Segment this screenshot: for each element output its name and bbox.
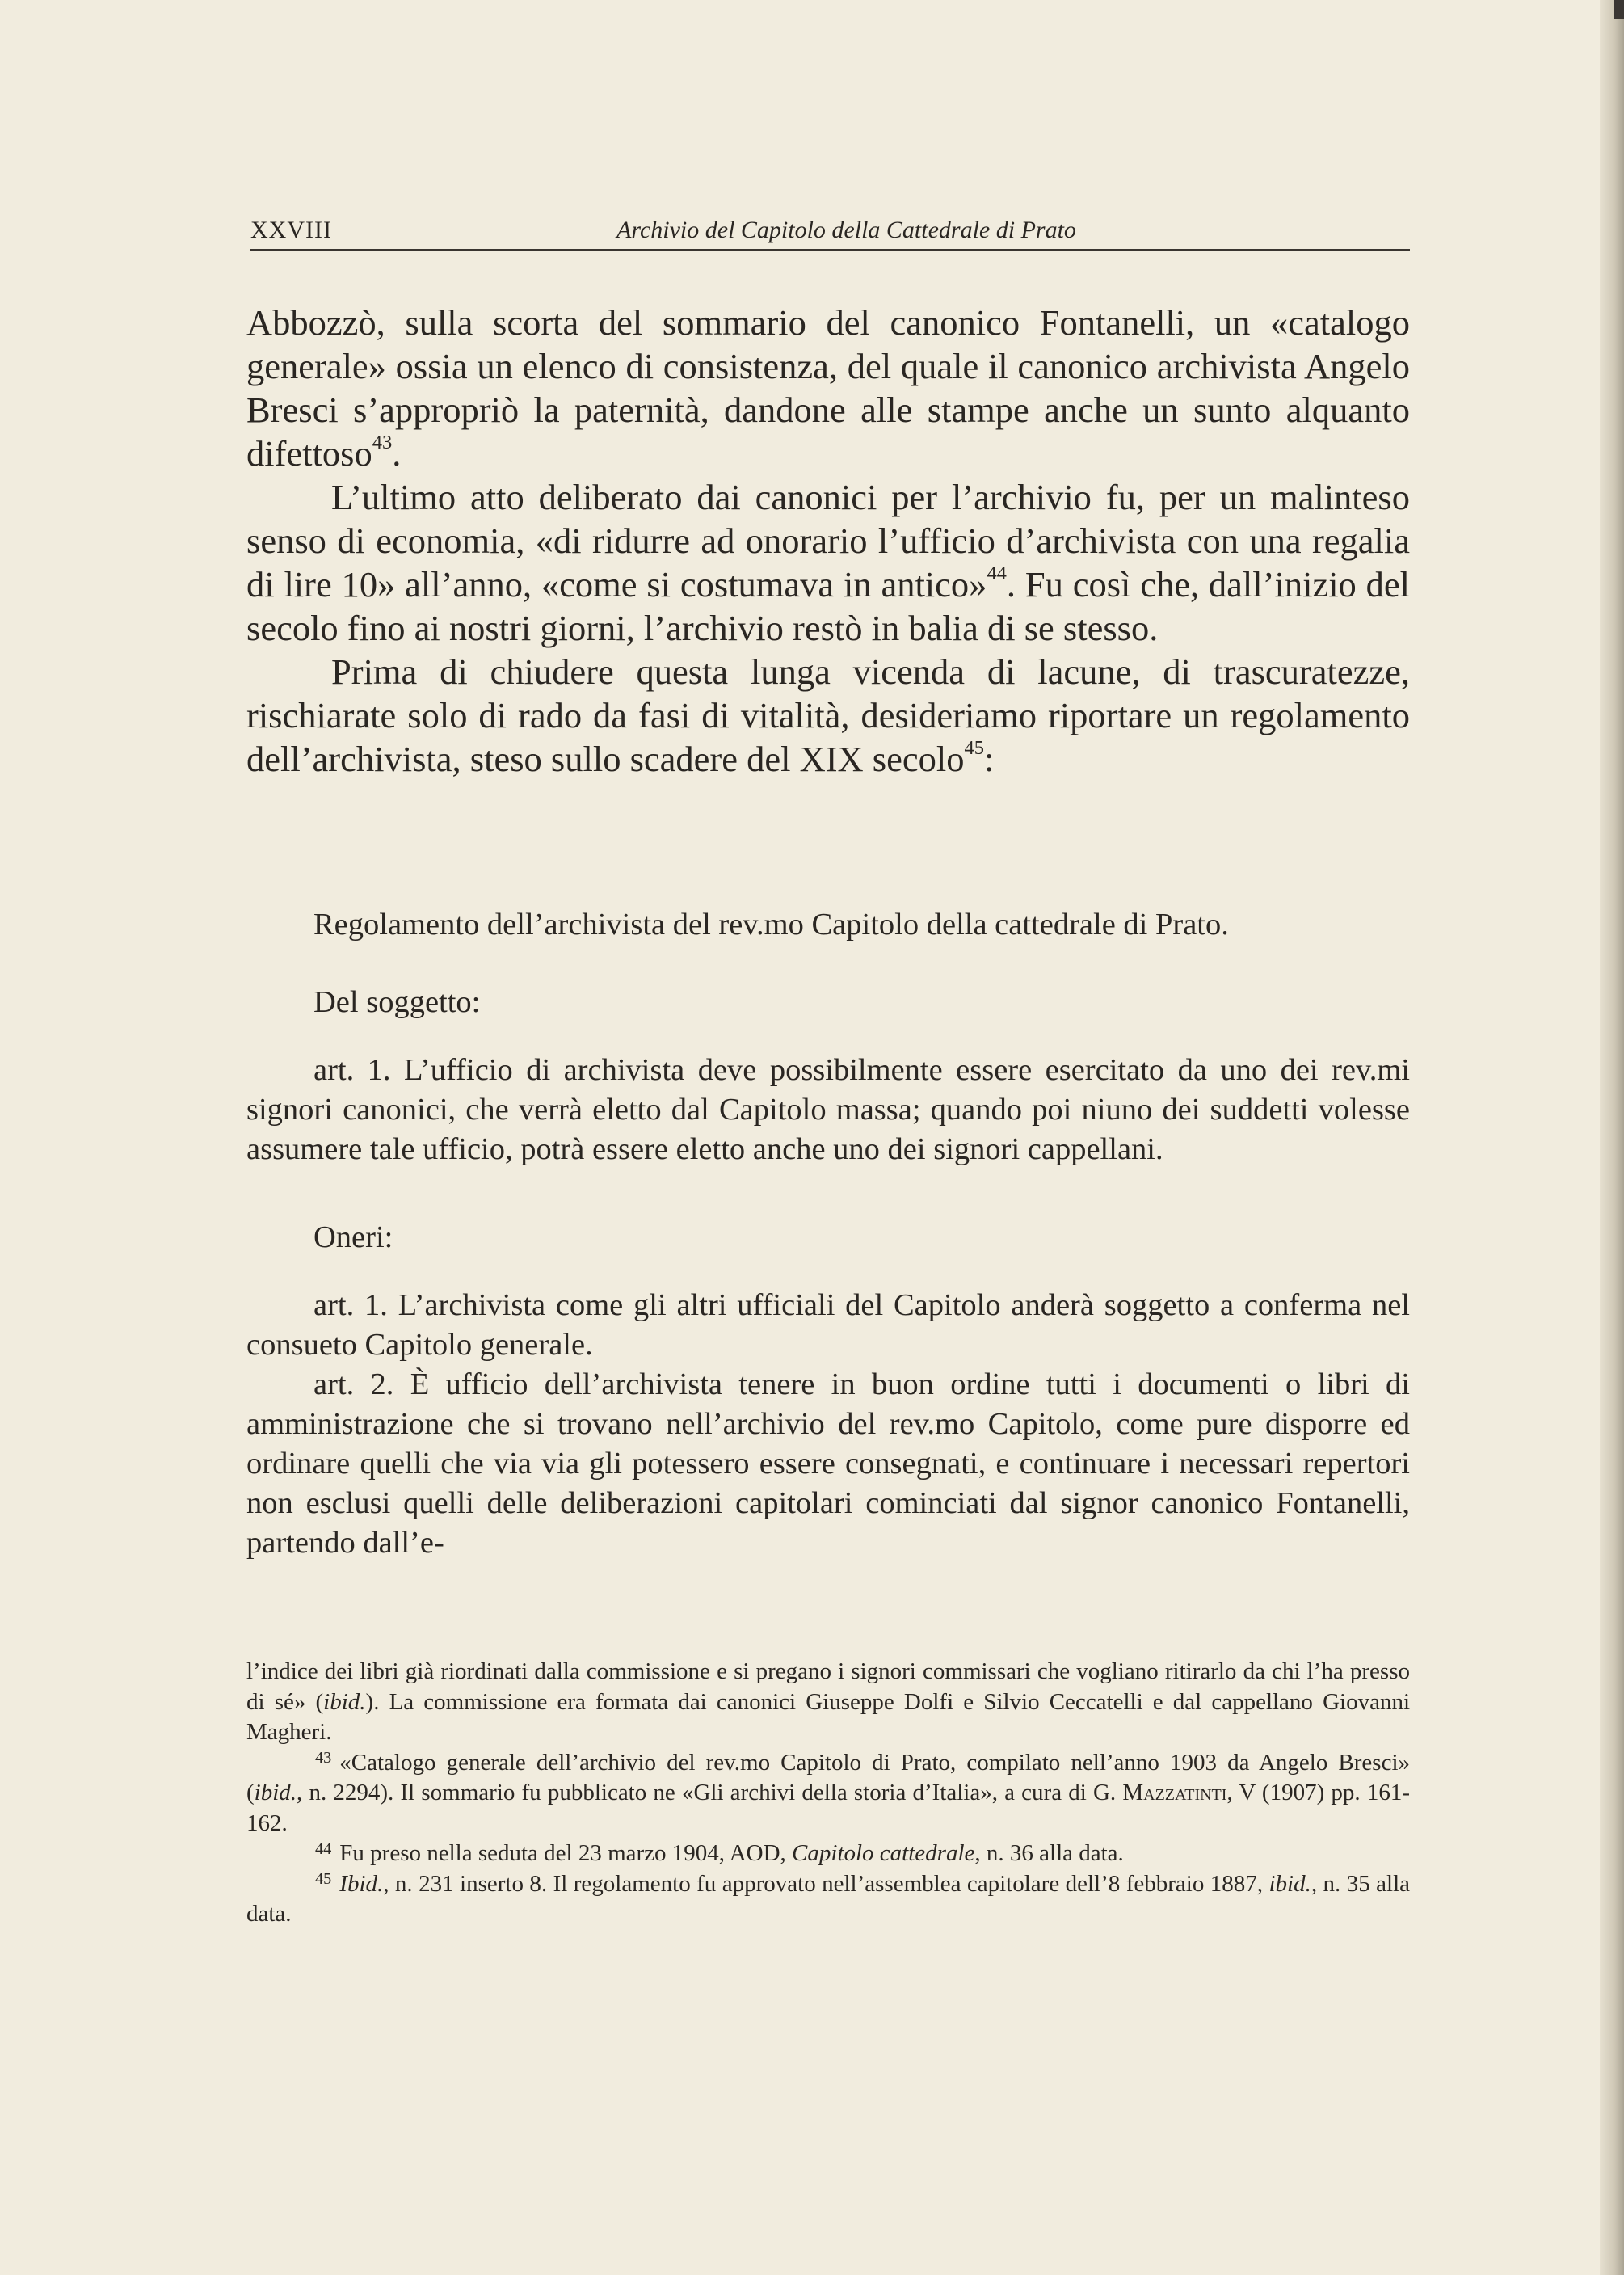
page-edge <box>1600 0 1624 2275</box>
running-header <box>250 209 1410 251</box>
article-oneri-2: art. 2. È ufficio dell’archivista tenere in buon ordine tutti i documenti o libri di amministrazione che si trovano nell’archivio del rev.mo Capitolo, come pure disporre ed ordinare quelli che via via gli potessero essere consegnati, e continuare i necessari repertori non esclusi quelli delle deliberazioni capitolari cominciati dal signor canonico Fontanelli, partendo dall’e- <box>246 1367 1410 1560</box>
article-oneri-1: art. 1. L’archivista come gli altri ufficiali del Capitolo anderà soggetto a conferma nel consueto Capitolo generale. <box>246 1288 1410 1362</box>
page-edge-corner <box>1614 0 1624 19</box>
paragraph-1: Abbozzò, sulla scorta del sommario del canonico Fontanelli, un «catalogo generale» ossia un elenco di consistenza, del quale il canonico archivista Angelo Bresci s’appropriò la paternità, dandone alle stampe anche un sunto alquanto difettoso$^{43}$. <box>246 302 1410 474</box>
article-soggetto-1: art. 1. L’ufficio di archivista deve possibilmente essere esercitato da uno dei rev.mi signori canonici, che verrà eletto dal Capitolo massa; quando poi niuno dei suddetti volesse assumere tale ufficio, potrà essere eletto anche uno dei signori cappellani. <box>246 1053 1410 1166</box>
footnote-ref-43[interactable]: 43 <box>372 432 393 454</box>
footnote-ref-44[interactable]: 44 <box>987 562 1007 585</box>
footnote-44: $^{44}$ Fu preso nella seduta del 23 marzo 1904, AOD, Capitolo cattedrale, n. 36 alla data. <box>315 1839 1124 1866</box>
section-heading-soggetto: Del soggetto: <box>313 985 481 1019</box>
page-number: XXVIII <box>250 217 332 243</box>
footnote-continuation: l’indice dei libri già riordinati dalla commissione e si pregano i signori commissari che vogliano ritirarlo da chi l’ha presso di sé» (ibid.). La commissione era formata dai canonici Giuseppe Dolfi e Silvio Ceccatelli e dal cappellano Giovanni Magheri. <box>246 1658 1410 1745</box>
running-title: Archivio del Capitolo della Cattedrale di Prato <box>616 217 1076 243</box>
footnote-ref-45[interactable]: 45 <box>964 737 984 760</box>
regulation-title: Regolamento dell’archivista del rev.mo Capitolo della cattedrale di Prato. <box>313 908 1229 942</box>
main-text <box>246 301 1410 781</box>
footnote-43: $^{43}$ «Catalogo generale dell’archivio del rev.mo Capitolo di Prato, compilato nell’anno 1903 da Angelo Bresci» (ibid., n. 2294). Il sommario fu pubblicato ne «Gli archivi della storia d’Italia», a cura di G. Mazzatinti, V (1907) pp. 161-162. <box>246 1749 1410 1836</box>
regulation-quote <box>246 905 1410 1563</box>
paragraph-2: L’ultimo atto deliberato dai canonici per l’archivio fu, per un malinteso senso di economia, «di ridurre ad onorario l’ufficio d’archivista con una regalia di lire 10» all’anno, «come si costumava in antico»$^{44}$. Fu così che, dall’inizio del secolo fino ai nostri giorni, l’archivio restò in balia di se stesso. <box>246 477 1411 648</box>
footnote-45: $^{45}$ Ibid., n. 231 inserto 8. Il regolamento fu approvato nell’assemblea capitolare dell’8 febbraio 1887, ibid., n. 35 alla data. <box>246 1870 1410 1927</box>
section-heading-oneri: Oneri: <box>313 1220 393 1254</box>
footnotes <box>246 1657 1410 1930</box>
paragraph-3: Prima di chiudere questa lunga vicenda di lacune, di trascuratezze, rischiarate solo di rado da fasi di vitalità, desideriamo riportare un regolamento dell’archivista, steso sullo scadere del XIX secolo$^{45}$: <box>246 651 1410 779</box>
